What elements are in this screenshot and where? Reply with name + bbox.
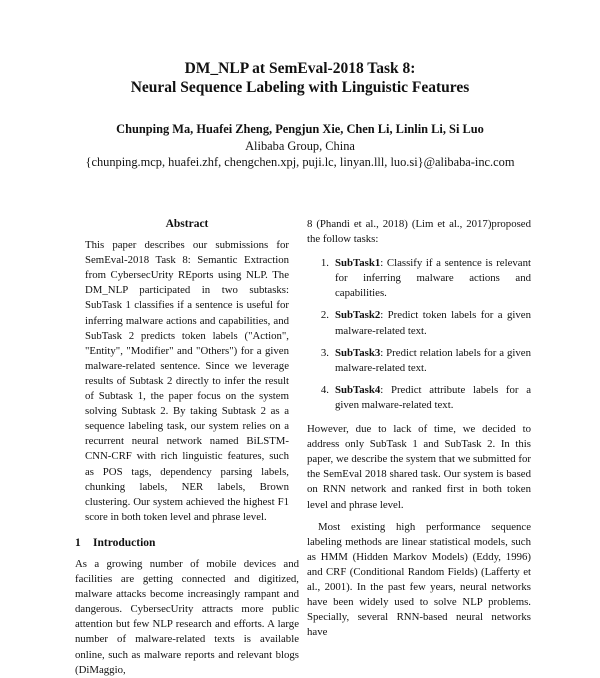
subtask-number: 4. [320, 383, 329, 396]
author-affiliation: Alibaba Group, China [245, 138, 355, 153]
subtask-body [335, 346, 531, 376]
subtask-list [307, 256, 531, 413]
introduction-heading [75, 536, 299, 551]
subtask-description: : Predict attribute labels for a given malware-related text. [335, 383, 531, 411]
subtask-number: 1. [320, 257, 329, 270]
paper-title [0, 59, 600, 97]
subtask-item [307, 346, 531, 376]
author-block [0, 121, 600, 171]
title-line-2: Neural Sequence Labeling with Linguistic Features [130, 79, 470, 96]
intro-continuation: 8 (Phandi et al., 2018) (Lim et al., 2017)proposed the follow tasks: [307, 218, 531, 246]
subtask-name: SubTask3 [335, 346, 381, 359]
abstract-heading: Abstract [165, 218, 209, 230]
body-paragraph-2: Most existing high performance sequence labeling methods are linear statistical models, such as HMM (Hidden Markov Models) (Eddy, 1996) and CRF (Conditional Random Fields) (Lafferty et al., 2001). In the past few years, neural networks have been widely used to solve NLP problems. Specially, several RNN-based neural networks have [307, 520, 531, 639]
subtask-body [335, 383, 531, 413]
section-number: 1 [75, 536, 81, 549]
introduction-paragraph: As a growing number of mobile devices and facilities are getting connected and digitized, malware attacks become increasingly rampant and dangerous. CybersecUrity attracts more public attention but few NLP research and efforts. A large number of malware-related texts is available online, such as malware reports and relevant blogs (DiMaggio, [75, 557, 299, 676]
author-names: Chunping Ma, Huafei Zheng, Pengjun Xie, Chen Li, Linlin Li, Si Luo [116, 122, 484, 136]
subtask-description: : Predict token labels for a given malware-related text. [335, 309, 531, 337]
subtask-number: 2. [320, 309, 329, 322]
subtask-number: 3. [320, 346, 329, 359]
title-line-1: DM_NLP at SemEval-2018 Task 8: [184, 60, 416, 77]
subtask-item [307, 308, 531, 338]
subtask-body [335, 256, 531, 301]
author-emails: {chunping.mcp, huafei.zhf, chengchen.xpj, puji.lc, linyan.lll, luo.si}@alibaba-inc.com [85, 155, 515, 169]
right-column [307, 217, 531, 640]
subtask-item [307, 383, 531, 413]
subtask-description: : Predict relation labels for a given malware-related text. [335, 346, 531, 374]
subtask-body [335, 308, 531, 338]
body-paragraph-1: However, due to lack of time, we decided to address only SubTask 1 and SubTask 2. In this paper, we describe the system that we submitted for the SemEval 2018 shared task. Our system is based on RNN network and ranked first in both token level and phrase level. [307, 423, 531, 511]
subtask-name: SubTask2 [335, 309, 381, 322]
subtask-item [307, 256, 531, 301]
subtask-description: : Classify if a sentence is relevant for inferring malware actions and capabilities. [335, 257, 531, 300]
subtask-name: SubTask4 [335, 383, 381, 396]
abstract-text: This paper describes our submissions for SemEval-2018 Task 8: Semantic Extraction from CybersecUrity REports using NLP. The DM_NLP participated in two subtasks: SubTask 1 classifies if a sentence is useful for inferring malware actions and capabilities, and SubTask 2 predicts token labels ("Action", "Entity", "Modifier" and "Others") for a given malware-related sentence. Since we leverage results of Subtask 2 directly to infer the result of Subtask 1, the paper focus on the system solving Subtask 2. By taking Subtask 2 as a sequence labeling task, our system relies on a recurrent neural network named BiLSTM-CNN-CRF with rich linguistic features, such as POS tags, dependency parsing labels, chunking labels, NER labels, Brown clustering. Our system achieved the highest F1 score in both token level and phrase level. [85, 239, 289, 523]
section-title: Introduction [93, 536, 156, 549]
left-column [75, 217, 299, 678]
subtask-name: SubTask1 [335, 257, 381, 270]
